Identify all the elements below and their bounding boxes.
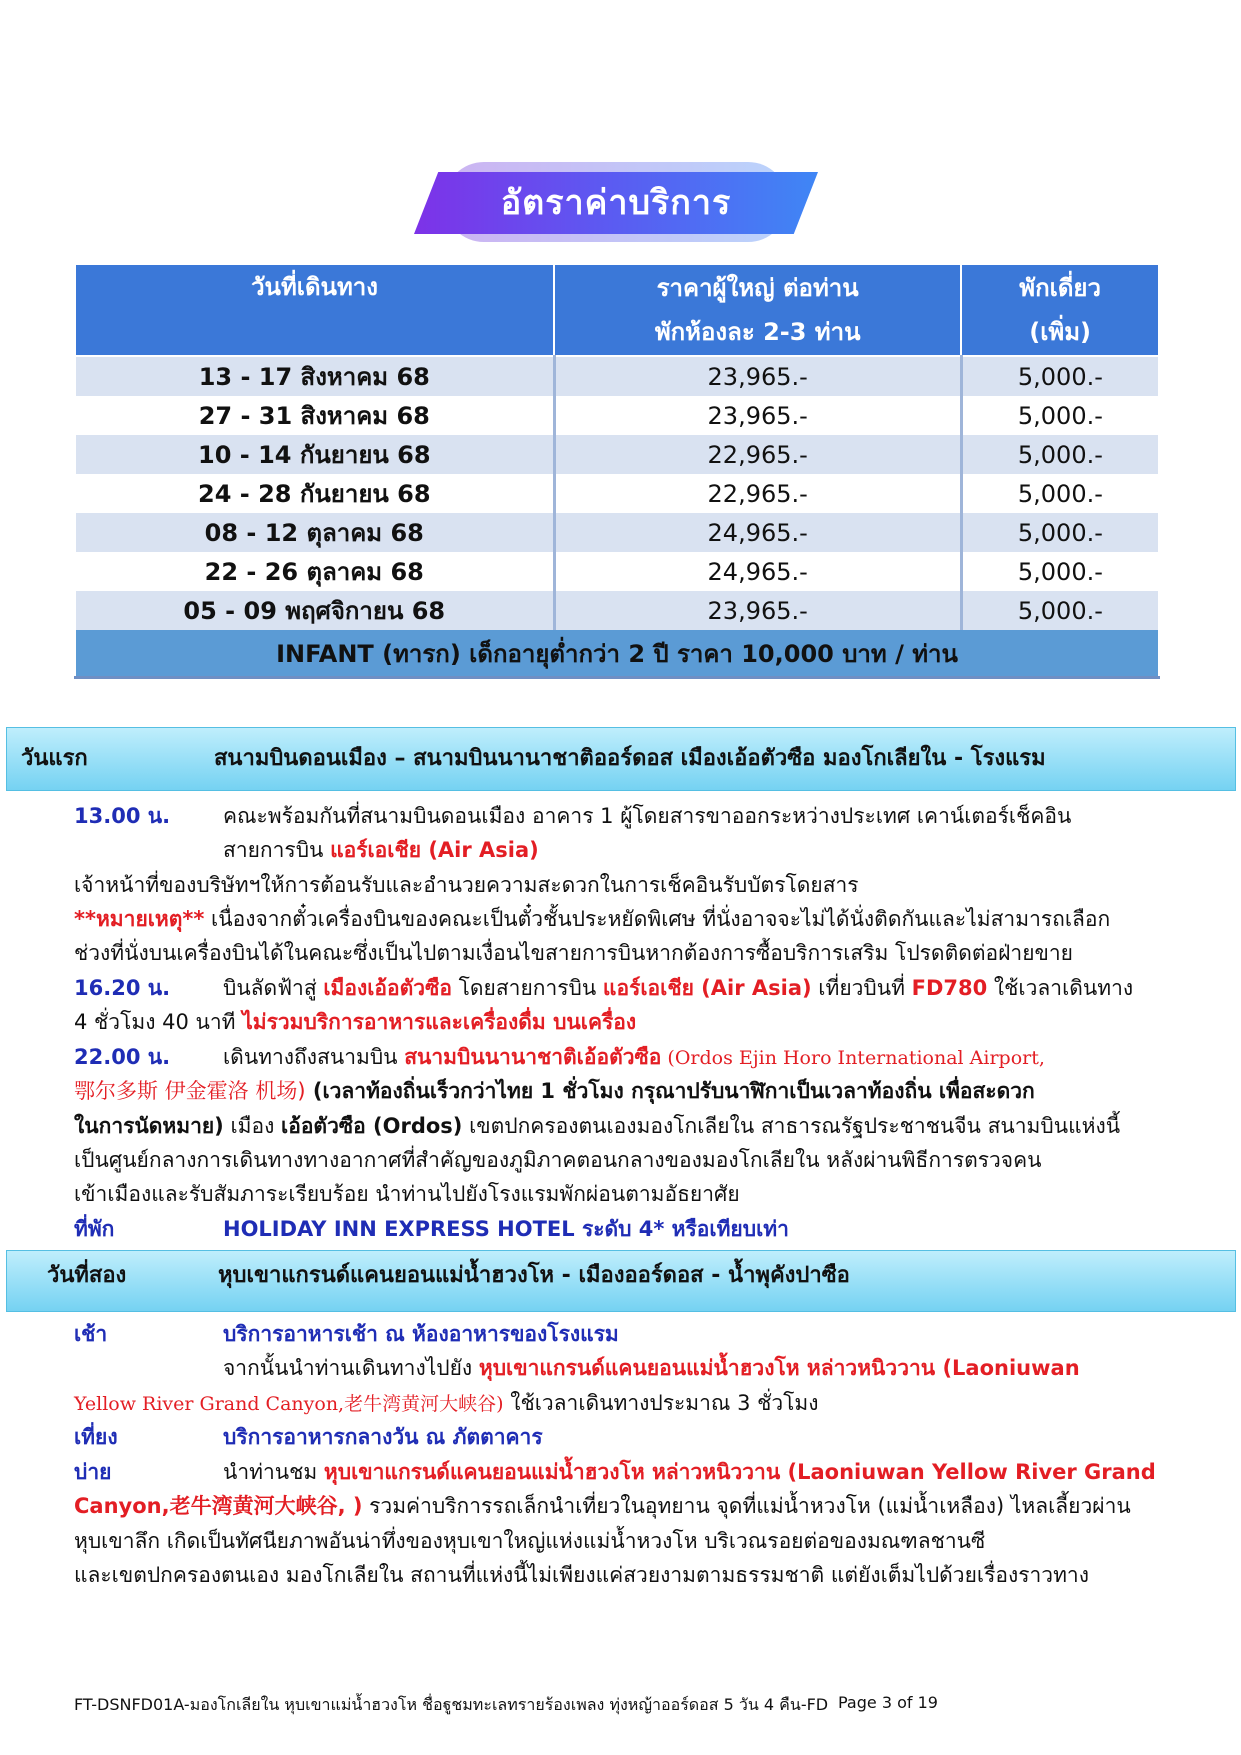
row-price: 24,965.- bbox=[554, 513, 961, 552]
day2-label: วันที่สอง bbox=[47, 1263, 127, 1288]
text-2200-line3 bbox=[74, 1110, 1120, 1143]
table-row bbox=[75, 435, 1159, 474]
header-single-line1: พักเดี่ยว bbox=[1019, 274, 1101, 302]
header-single-line2: (เพิ่ม) bbox=[1029, 318, 1092, 346]
flight-number: FD780 bbox=[911, 976, 988, 1000]
row-single: 5,000.- bbox=[961, 356, 1159, 396]
airport-name-en: (Ordos Ejin Horo International Airport, bbox=[661, 1047, 1045, 1069]
row-single: 5,000.- bbox=[961, 591, 1159, 630]
airport-name: สนามบินนานาชาติเอ้อตัวซือ bbox=[404, 1045, 662, 1069]
row-single: 5,000.- bbox=[961, 396, 1159, 435]
no-meal-note: ไม่รวมบริการอาหารและเครื่องดื่ม บนเครื่อง bbox=[242, 1010, 637, 1034]
row-single: 5,000.- bbox=[961, 474, 1159, 513]
afternoon-line1 bbox=[223, 1456, 1156, 1489]
text-airline-prefix: สายการบิน bbox=[223, 838, 331, 862]
text-1620-line2 bbox=[74, 1006, 636, 1039]
row-price: 23,965.- bbox=[554, 591, 961, 630]
row-date: 24 - 28 กันยายน 68 bbox=[75, 474, 554, 513]
row-single: 5,000.- bbox=[961, 513, 1159, 552]
flight-duration: 4 ชั่วโมง 40 นาที bbox=[74, 1010, 243, 1034]
row-date: 10 - 14 กันยายน 68 bbox=[75, 435, 554, 474]
header-price bbox=[554, 264, 961, 356]
row-date: 27 - 31 สิงหาคม 68 bbox=[75, 396, 554, 435]
city-name: เอ้อตัวซือ (Ordos) bbox=[281, 1114, 463, 1138]
remark-text: เนื่องจากตั๋วเครื่องบินของคณะเป็นตั๋วชั้นประหยัดพิเศษ ที่นั่งอาจจะไม่ได้นั่งติดกันและไม่สามารถเลือก bbox=[204, 907, 1111, 931]
text-2200-line5: เข้าเมืองและรับสัมภาระเรียบร้อย นำท่านไปยังโรงแรมพักผ่อนตามอัธยาศัย bbox=[74, 1182, 740, 1206]
day1-header bbox=[6, 727, 1236, 791]
lunch-text: บริการอาหารกลางวัน ณ ภัตตาคาร bbox=[223, 1425, 543, 1449]
day2-route: หุบเขาแกรนด์แคนยอนแม่น้ำฮวงโห - เมืองออร์ดอส - น้ำพุคังปาซือ bbox=[218, 1263, 850, 1288]
breakfast-text: บริการอาหารเช้า ณ ห้องอาหารของโรงแรม bbox=[223, 1322, 619, 1346]
afternoon-line4: และเขตปกครองตนเอง มองโกเลียใน สถานที่แห่งนี้ไม่เพียงแค่สวยงามตามธรรมชาติ แต่ยังเต็มไปด้วยเรื่องราวทาง bbox=[74, 1563, 1089, 1587]
footer-tour-code: FT-DSNFD01A-มองโกเลียใน หุบเขาแม่น้ำฮวงโห ชื่อฐูชมทะเลทรายร้องเพลง ทุ่งหญ้าออร์ดอส 5 วัน 4 คืน-FD bbox=[74, 1695, 829, 1714]
text-duration-prefix: ใช้เวลาเดินทาง bbox=[987, 976, 1134, 1000]
canyon-name: หุบเขาแกรนด์แคนยอนแม่น้ำฮวงโห หล่าวหนิววาน (Laoniuwan bbox=[478, 1356, 1080, 1380]
row-price: 23,965.- bbox=[554, 396, 961, 435]
region-text: เขตปกครองตนเองมองโกเลียใน สาธารณรัฐประชาชนจีน สนามบินแห่งนี้ bbox=[462, 1114, 1121, 1138]
morning-prefix: จากนั้นนำท่านเดินทางไปยัง bbox=[223, 1356, 479, 1380]
airline-name: แอร์เอเชีย (Air Asia) bbox=[330, 838, 539, 862]
infant-row bbox=[75, 630, 1159, 678]
header-price-line1: ราคาผู้ใหญ่ ต่อท่าน bbox=[656, 274, 859, 302]
remark-line2: ช่วงที่นั่งบนเครื่องบินได้ในคณะซึ่งเป็นไปตามเงื่อนไขสายการบินหากต้องการซื้อบริการเสริม โปรดติดต่อฝ่ายขาย bbox=[74, 941, 1073, 965]
text-2200-line2 bbox=[74, 1075, 1035, 1108]
infant-price-note: INFANT (ทารก) เด็กอายุต่ำกว่า 2 ปี ราคา 10,000 บาท / ท่าน bbox=[75, 630, 1159, 678]
price-table bbox=[74, 263, 1160, 679]
day1-route: สนามบินดอนเมือง – สนามบินนานาชาติออร์ดอส เมืองเอ้อตัวซือ มองโกเลียใน - โรงแรม bbox=[214, 746, 1046, 771]
row-date: 05 - 09 พฤศจิกายน 68 bbox=[75, 591, 554, 630]
afternoon-line2 bbox=[74, 1490, 1131, 1523]
header-date-label: วันที่เดินทาง bbox=[251, 273, 378, 301]
text-flight-prefix: เที่ยวบินที่ bbox=[811, 976, 912, 1000]
row-date: 22 - 26 ตุลาคม 68 bbox=[75, 552, 554, 591]
morning-line3 bbox=[74, 1387, 819, 1420]
travel-time: ใช้เวลาเดินทางประมาณ 3 ชั่วโมง bbox=[503, 1391, 819, 1415]
stay-label: ที่พัก bbox=[74, 1217, 115, 1241]
text-1620 bbox=[223, 972, 1133, 1005]
table-row bbox=[75, 356, 1159, 396]
afternoon-line3: หุบเขาลึก เกิดเป็นทัศนียภาพอันน่าทึ่งของหุบเขาใหญ่แห่งแม่น้ำหวงโห บริเวณรอยต่อของมณฑลชานซี bbox=[74, 1529, 986, 1553]
section-title-banner bbox=[414, 162, 818, 242]
canyon-name-cont: Yellow River Grand Canyon,老牛湾黄河大峡谷) bbox=[74, 1393, 504, 1415]
text-2200-line4: เป็นศูนย์กลางการเดินทางทางอากาศที่สำคัญของภูมิภาคตอนกลางของมองโกเลียใน หลังผ่านพิธีการตรวจคน bbox=[74, 1148, 1042, 1172]
remark-label: **หมายเหตุ** bbox=[74, 907, 205, 931]
time-1300: 13.00 น. bbox=[74, 804, 171, 828]
time-note: (เวลาท้องถิ่นเร็วกว่าไทย 1 ชั่วโมง กรุณาปรับนาฬิกาเป็นเวลาท้องถิ่น เพื่อสะดวก bbox=[305, 1079, 1035, 1103]
row-price: 24,965.- bbox=[554, 552, 961, 591]
dest-city: เมืองเอ้อตัวซือ bbox=[323, 976, 452, 1000]
morning-line2 bbox=[223, 1352, 1080, 1385]
text-fly-prefix: บินลัดฟ้าสู่ bbox=[223, 976, 324, 1000]
table-row bbox=[75, 396, 1159, 435]
footer-page-number: Page 3 of 19 bbox=[838, 1693, 938, 1712]
row-date: 13 - 17 สิงหาคม 68 bbox=[75, 356, 554, 396]
table-row bbox=[75, 513, 1159, 552]
afternoon-prefix: นำท่านชม bbox=[223, 1460, 324, 1484]
time-1620: 16.20 น. bbox=[74, 976, 171, 1000]
city-prefix: เมือง bbox=[223, 1114, 282, 1138]
table-row bbox=[75, 552, 1159, 591]
canyon-name-2-cont: Canyon,老牛湾黄河大峡谷, ) bbox=[74, 1494, 363, 1518]
noon-label: เที่ยง bbox=[74, 1425, 118, 1449]
time-2200: 22.00 น. bbox=[74, 1045, 171, 1069]
row-date: 08 - 12 ตุลาคม 68 bbox=[75, 513, 554, 552]
table-row bbox=[75, 474, 1159, 513]
price-table-header bbox=[75, 264, 1159, 356]
staff-note: เจ้าหน้าที่ของบริษัทฯให้การต้อนรับและอำนวยความสะดวกในการเช็คอินรับบัตรโดยสาร bbox=[74, 873, 859, 897]
header-date bbox=[75, 264, 554, 356]
text-1300: คณะพร้อมกันที่สนามบินดอนเมือง อาคาร 1 ผู้โดยสารขาออกระหว่างประเทศ เคาน์เตอร์เช็คอิน bbox=[223, 804, 1072, 828]
table-row bbox=[75, 591, 1159, 630]
remark-line1 bbox=[74, 903, 1110, 936]
row-single: 5,000.- bbox=[961, 435, 1159, 474]
morning-label: เช้า bbox=[74, 1322, 108, 1346]
row-price: 22,965.- bbox=[554, 474, 961, 513]
airline-name-2: แอร์เอเชีย (Air Asia) bbox=[602, 976, 812, 1000]
section-title: อัตราค่าบริการ bbox=[500, 183, 732, 223]
header-single bbox=[961, 264, 1159, 356]
canyon-name-2: หุบเขาแกรนด์แคนยอนแม่น้ำฮวงโห หล่าวหนิววาน (Laoniuwan Yellow River Grand bbox=[323, 1460, 1156, 1484]
hotel-name: HOLIDAY INN EXPRESS HOTEL ระดับ 4* หรือเทียบเท่า bbox=[223, 1217, 789, 1241]
header-price-line2: พักห้องละ 2-3 ท่าน bbox=[654, 318, 861, 346]
text-by-airline: โดยสายการบิน bbox=[451, 976, 603, 1000]
day1-label: วันแรก bbox=[21, 746, 88, 771]
row-price: 22,965.- bbox=[554, 435, 961, 474]
row-single: 5,000.- bbox=[961, 552, 1159, 591]
text-arrive-prefix: เดินทางถึงสนามบิน bbox=[223, 1045, 405, 1069]
row-price: 23,965.- bbox=[554, 356, 961, 396]
text-2200 bbox=[223, 1041, 1045, 1074]
text-1300-line2 bbox=[223, 834, 539, 867]
time-note-end: ในการนัดหมาย) bbox=[74, 1114, 224, 1138]
airport-name-cn: 鄂尔多斯 伊金霍洛 机场) bbox=[74, 1079, 306, 1103]
day2-header bbox=[6, 1250, 1236, 1312]
shuttle-text: รวมค่าบริการรถเล็กนำเที่ยวในอุทยาน จุดที่แม่น้ำหวงโห (แม่น้ำเหลือง) ไหลเลี้ยวผ่าน bbox=[362, 1494, 1131, 1518]
afternoon-label: บ่าย bbox=[74, 1460, 112, 1484]
